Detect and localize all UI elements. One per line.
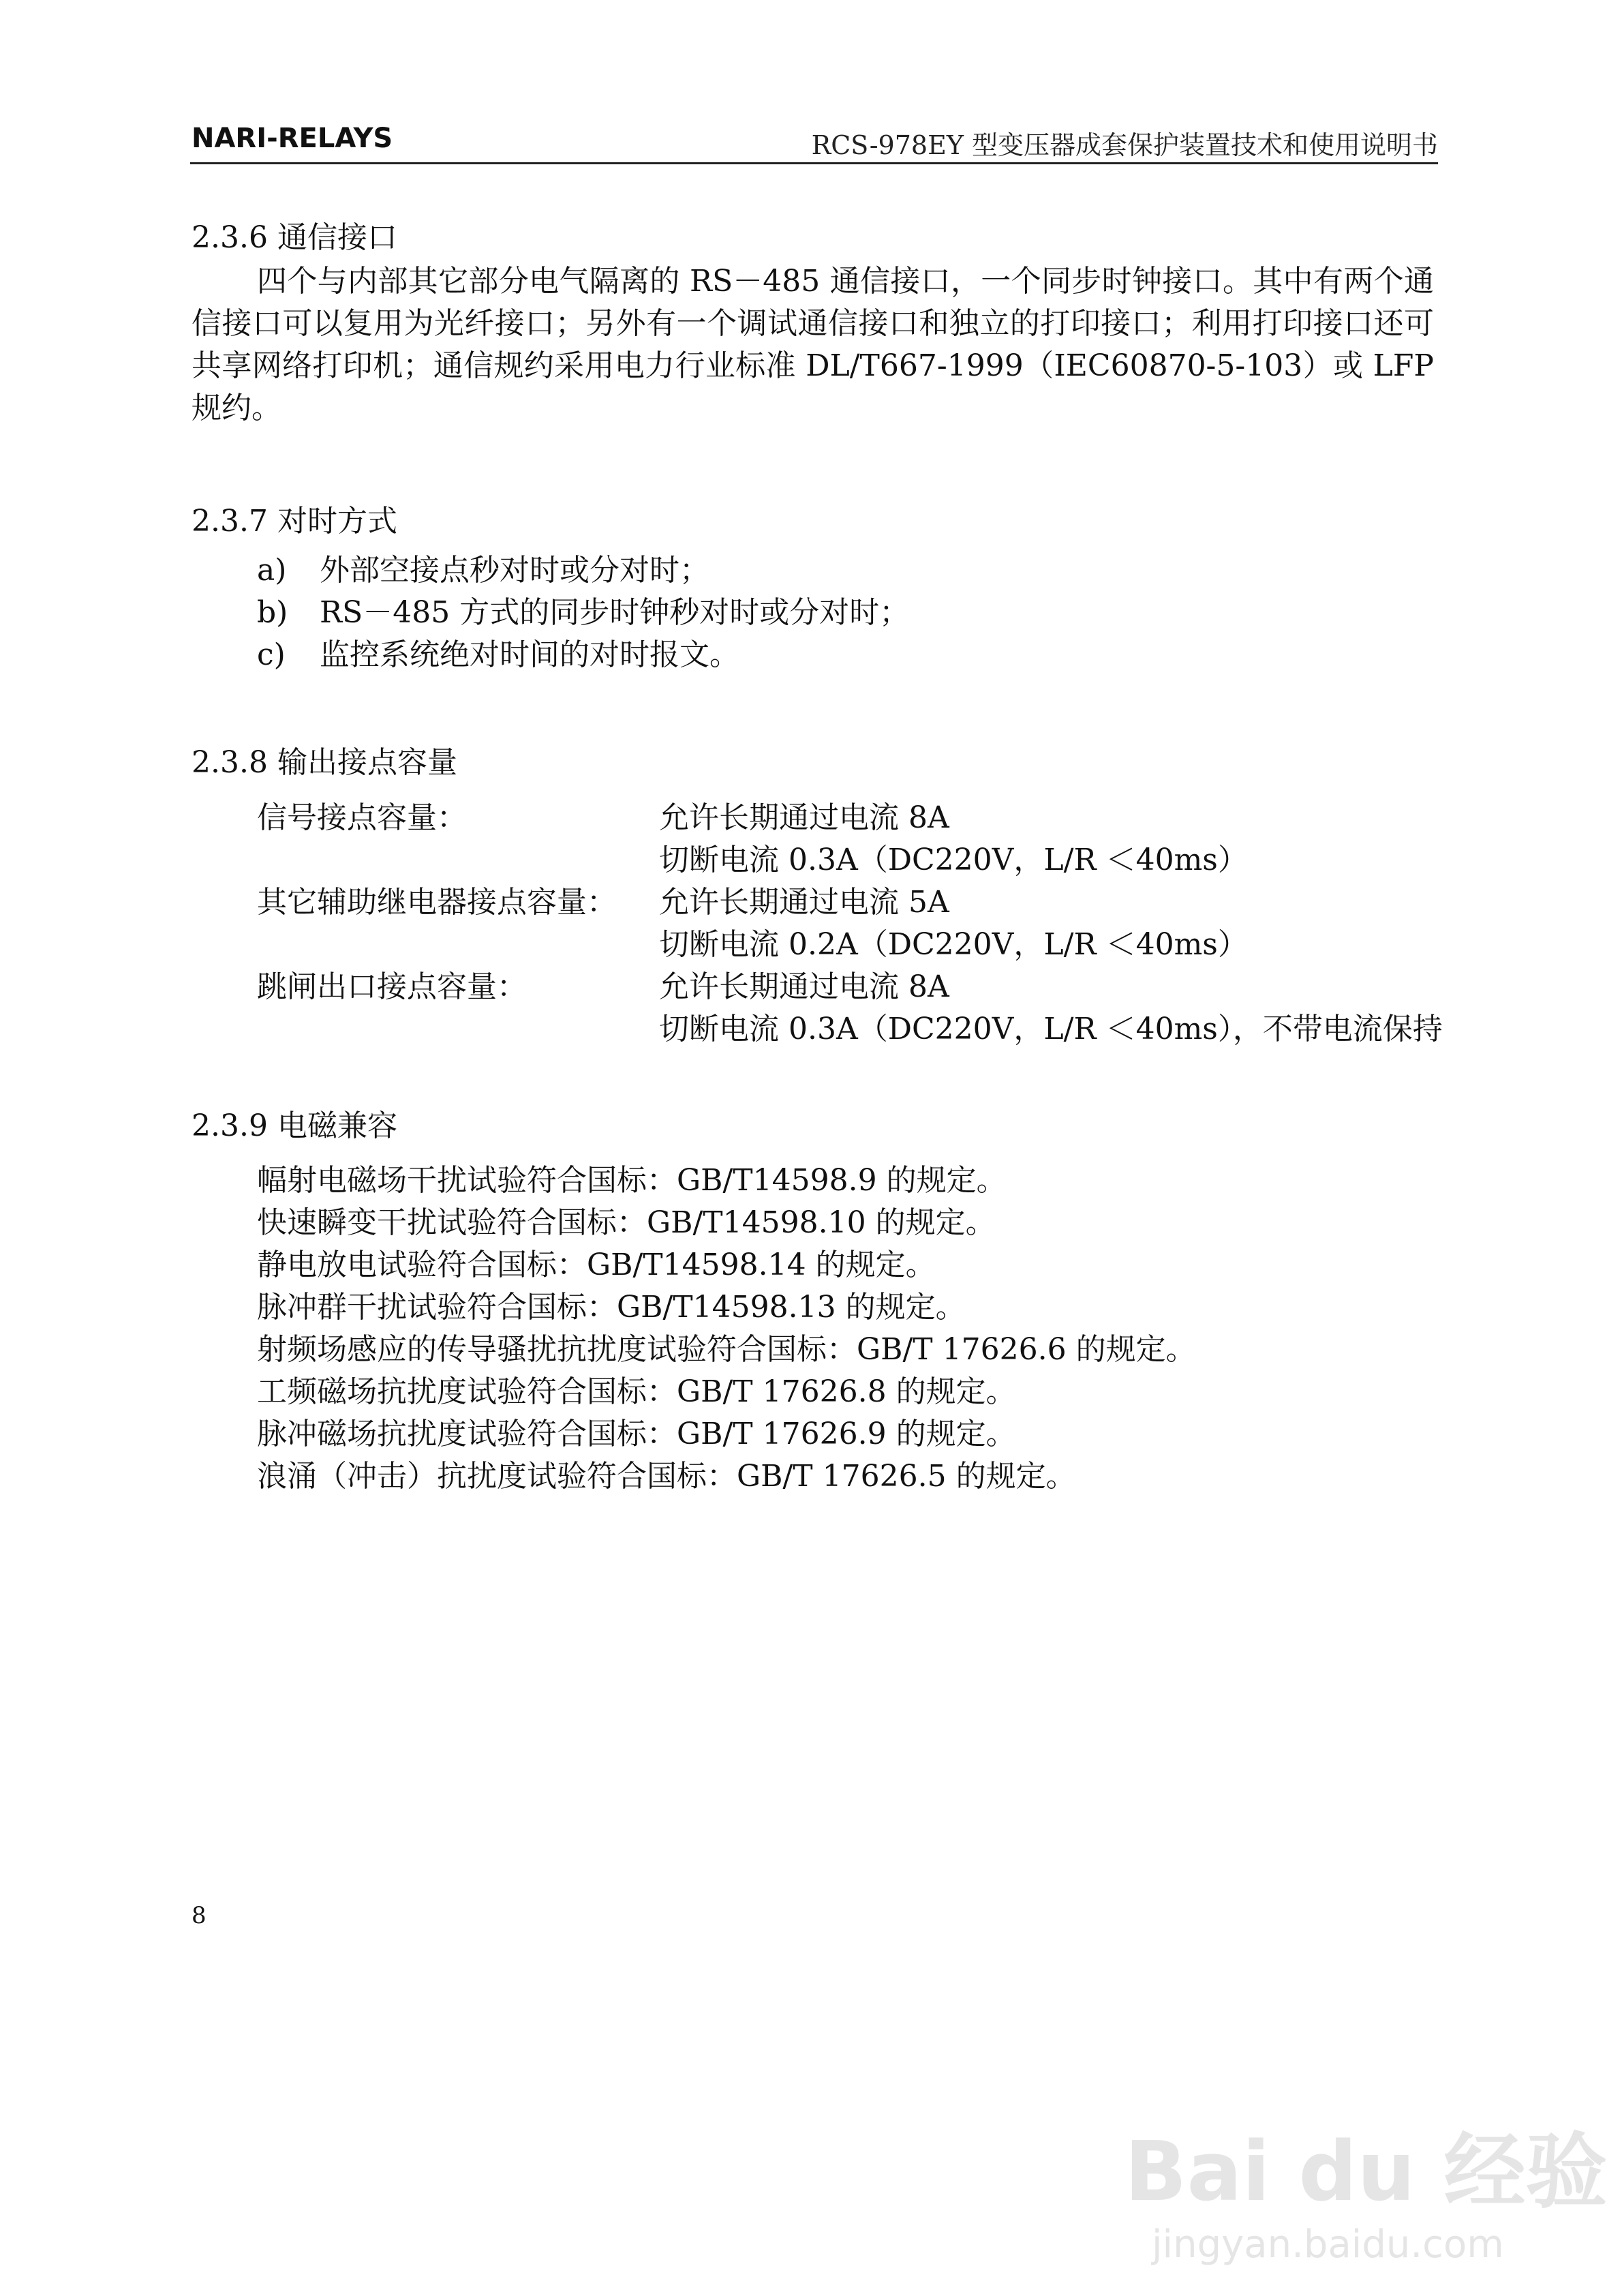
page-number: 8 <box>192 1902 206 1929</box>
emc-standard-line: 脉冲群干扰试验符合国标：GB/T14598.13 的规定。 <box>257 1290 966 1325</box>
contact-capacity-value: 允许长期通过电流 8A <box>659 800 949 835</box>
contact-capacity-value: 切断电流 0.3A（DC220V，L/R ＜40ms） <box>659 843 1248 877</box>
list-item: a) 外部空接点秒对时或分对时； <box>257 553 709 588</box>
list-item: c) 监控系统绝对时间的对时报文。 <box>257 637 739 672</box>
emc-standard-line: 射频场感应的传导骚扰抗扰度试验符合国标：GB/T 17626.6 的规定。 <box>257 1332 1196 1367</box>
document-title: RCS-978EY 型变压器成套保护装置技术和使用说明书 <box>811 130 1438 160</box>
list-item: b) RS－485 方式的同步时钟秒对时或分对时； <box>257 595 910 630</box>
section-heading-2-3-9: 2.3.9 电磁兼容 <box>192 1108 397 1143</box>
contact-capacity-label: 信号接点容量： <box>257 800 467 835</box>
contact-capacity-label: 跳闸出口接点容量： <box>257 969 527 1004</box>
header-brand: NARI-RELAYS <box>192 123 393 154</box>
watermark-url: jingyan.baidu.com <box>1152 2222 1504 2267</box>
emc-standard-line: 脉冲磁场抗扰度试验符合国标：GB/T 17626.9 的规定。 <box>257 1417 1016 1451</box>
section-paragraph-communication: 四个与内部其它部分电气隔离的 RS－485 通信接口，一个同步时钟接口。其中有两个通信接口可以复用为光纤接口；另外有一个调试通信接口和独立的打印接口；利用打印接口还可共享网络打印机；通信规约采用电力行业标准 DL/T667-1999（IEC60870-5-103）或 LFP 规约。 <box>192 264 1434 425</box>
emc-standard-line: 浪涌（冲击）抗扰度试验符合国标：GB/T 17626.5 的规定。 <box>257 1459 1076 1494</box>
contact-capacity-value: 切断电流 0.3A（DC220V，L/R ＜40ms），不带电流保持 <box>659 1012 1443 1046</box>
baidu-watermark <box>1124 2106 1608 2284</box>
header-divider <box>190 162 1438 164</box>
emc-standard-line: 静电放电试验符合国标：GB/T14598.14 的规定。 <box>257 1248 936 1282</box>
emc-standard-line: 工频磁场抗扰度试验符合国标：GB/T 17626.8 的规定。 <box>257 1374 1016 1409</box>
emc-standard-line: 幅射电磁场干扰试验符合国标：GB/T14598.9 的规定。 <box>257 1163 1007 1198</box>
emc-standard-line: 快速瞬变干扰试验符合国标：GB/T14598.10 的规定。 <box>257 1205 996 1240</box>
section-heading-2-3-8: 2.3.8 输出接点容量 <box>192 745 457 780</box>
contact-capacity-value: 切断电流 0.2A（DC220V，L/R ＜40ms） <box>659 927 1248 962</box>
contact-capacity-value: 允许长期通过电流 8A <box>659 969 949 1004</box>
section-heading-2-3-6: 2.3.6 通信接口 <box>192 220 397 255</box>
section-heading-2-3-7: 2.3.7 对时方式 <box>192 504 397 539</box>
baidu-logo-text: Bai du 经验 <box>1124 2125 1608 2220</box>
contact-capacity-value: 允许长期通过电流 5A <box>659 885 949 920</box>
contact-capacity-label: 其它辅助继电器接点容量： <box>257 885 617 920</box>
